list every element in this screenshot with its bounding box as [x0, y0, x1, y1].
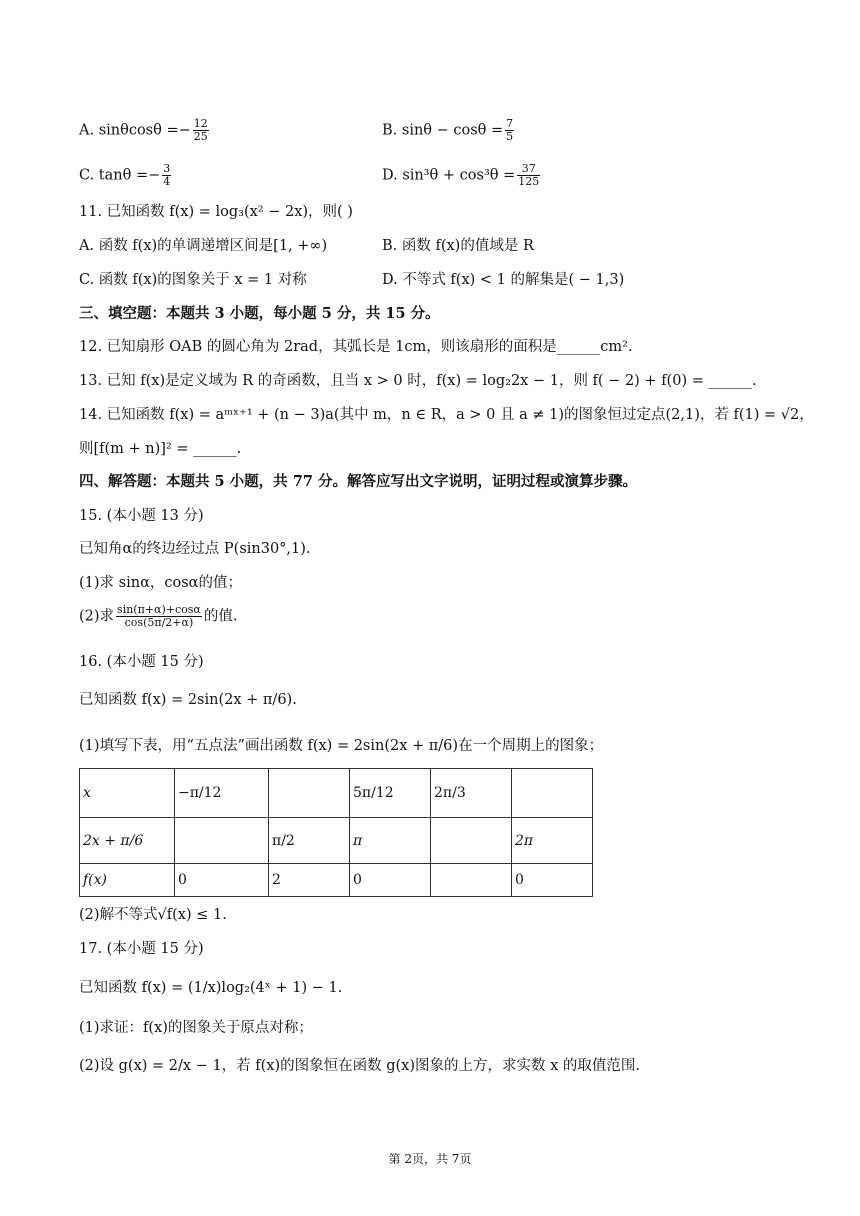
table-cell: 0	[350, 864, 431, 897]
table-cell: 2π/3	[431, 769, 512, 818]
q12: 12. 已知扇形 OAB 的圆心角为 2rad，其弧长是 1cm，则该扇形的面积是______cm².	[79, 339, 633, 355]
table-row	[80, 818, 593, 864]
table-cell: π/2	[269, 818, 350, 864]
five-point-table	[79, 768, 593, 897]
section-heading-fill-in: 三、填空题：本题共 3 小题，每小题 5 分，共 15 分。	[79, 305, 440, 322]
q11-option-a: A. 函数 f(x)的单调递增区间是[1, +∞)	[79, 238, 328, 254]
table-cell	[431, 818, 512, 864]
q10-option-c: C. tanθ =− $\frac{3}{4}$	[79, 162, 171, 188]
table-cell: −π/12	[175, 769, 269, 818]
q17-head: 17. (本小题 15 分)	[79, 941, 204, 957]
q11-stem: 11. 已知函数 f(x) = log₃(x² − 2x)，则( )	[79, 204, 353, 220]
table-cell: 2	[269, 864, 350, 897]
table-cell	[269, 769, 350, 818]
q15-part1: (1)求 sinα，cosα的值；	[79, 575, 242, 591]
q10-option-d: D. sin³θ + cos³θ = $\frac{37}{125}$	[382, 162, 540, 188]
q16-head: 16. (本小题 15 分)	[79, 654, 204, 670]
q17-part2: (2)设 g(x) = 2/x − 1，若 f(x)的图象恒在函数 g(x)图象的上方，求实数 x 的取值范围.	[79, 1058, 641, 1074]
q15-stem: 已知角α的终边经过点 P(sin30°,1).	[79, 541, 311, 557]
q16-part1: (1)填写下表，用“五点法”画出函数 f(x) = 2sin(2x + π/6)在一个周期上的图象；	[79, 738, 604, 754]
q13: 13. 已知 f(x)是定义域为 R 的奇函数，且当 x > 0 时，f(x) = log₂2x − 1，则 f( − 2) + f(0) = ______.	[79, 373, 757, 389]
table-row	[80, 864, 593, 897]
q11-option-c: C. 函数 f(x)的图象关于 x = 1 对称	[79, 272, 307, 288]
table-cell	[431, 864, 512, 897]
table-cell: 2x + π/6	[80, 818, 175, 864]
section-heading-solutions: 四、解答题：本题共 5 小题，共 77 分。解答应写出文字说明，证明过程或演算步骤。	[79, 473, 637, 490]
table-cell	[175, 818, 269, 864]
q11-option-b: B. 函数 f(x)的值域是 R	[382, 238, 534, 254]
table-cell: f(x)	[80, 864, 175, 897]
table-cell: 5π/12	[350, 769, 431, 818]
table-row	[80, 769, 593, 818]
q15-head: 15. (本小题 13 分)	[79, 508, 204, 524]
q14-line1: 14. 已知函数 f(x) = aᵐˣ⁺¹ + (n − 3)a(其中 m，n ∈ R，a > 0 且 a ≠ 1)的图象恒过定点(2,1)，若 f(1) = √2，	[79, 407, 814, 423]
q16-part2: (2)解不等式√f(x) ≤ 1.	[79, 907, 227, 923]
page-footer: 第 2页，共 7页	[388, 1152, 472, 1166]
q10-option-b: B. sinθ − cosθ = $\frac{7}{5}$	[382, 117, 514, 143]
table-cell	[512, 769, 593, 818]
table-cell: 0	[512, 864, 593, 897]
q10-option-a: A. sinθcosθ =− $\frac{12}{25}$	[79, 117, 208, 143]
q17-stem: 已知函数 f(x) = (1/x)log₂(4ˣ + 1) − 1.	[79, 980, 343, 996]
q14-line2: 则[f(m + n)]² = ______.	[79, 441, 242, 457]
table-cell: π	[350, 818, 431, 864]
q17-part1: (1)求证：f(x)的图象关于原点对称；	[79, 1020, 313, 1036]
q15-part2: (2)求 $\frac{\sin(\pi+\alpha)+\cos\alpha}{\cos(5\pi/2+\alpha)}$ 的值.	[79, 603, 238, 629]
q16-stem: 已知函数 f(x) = 2sin(2x + π/6).	[79, 692, 297, 708]
q11-option-d: D. 不等式 f(x) < 1 的解集是( − 1,3)	[382, 272, 625, 288]
table-cell: 0	[175, 864, 269, 897]
table-cell: x	[80, 769, 175, 818]
table-cell: 2π	[512, 818, 593, 864]
